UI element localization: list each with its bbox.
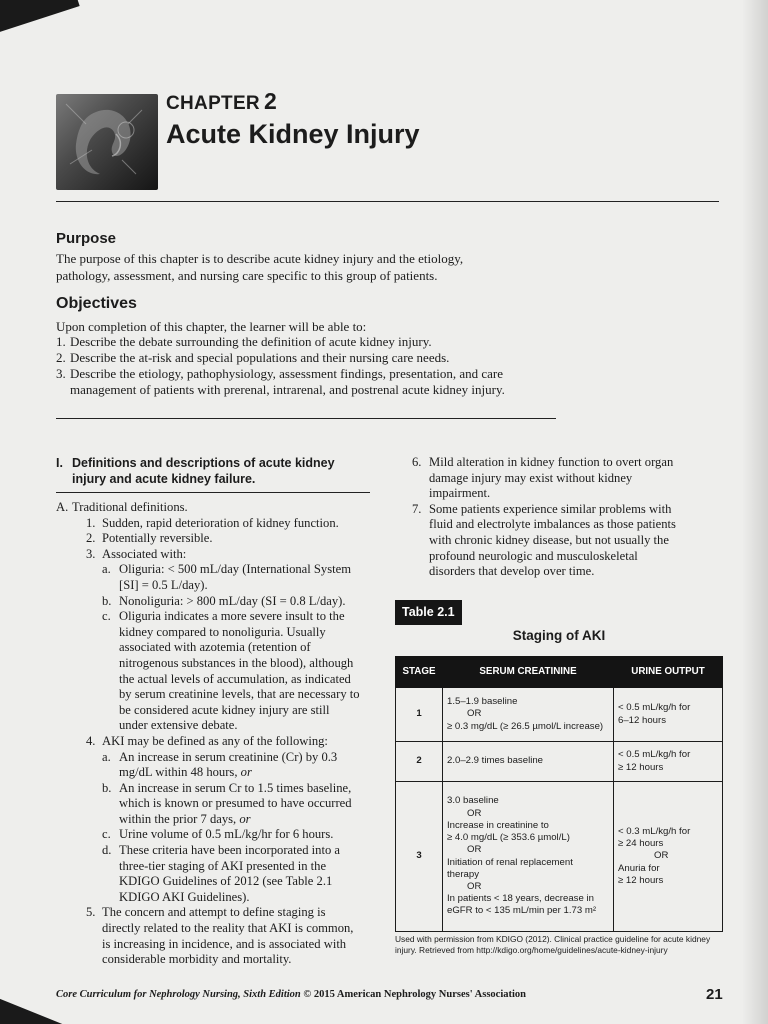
outline-level-numbers	[86, 516, 374, 968]
outline-text: Urine volume of 0.5 mL/kg/hr for 6 hours.	[119, 827, 334, 842]
footer-copyright: © 2015 American Nephrology Nurses' Association	[303, 989, 527, 1000]
outline-item-A	[56, 500, 374, 968]
objective-item	[56, 366, 566, 398]
outline-subitem	[102, 781, 374, 828]
purpose-text	[56, 250, 576, 284]
outline-marker: d.	[102, 843, 112, 858]
footer-book-title: Core Curriculum for Nephrology Nursing, Sixth Edition	[56, 989, 301, 1000]
table-source-note: Used with permission from KDIGO (2012). Clinical practice guideline for acute kidney injury. Retrieved from http://kdigo.org/home/guidelines/acute-kidney-injury	[395, 934, 711, 955]
outline-item	[86, 734, 374, 906]
outline-text: Associated with:	[102, 546, 187, 561]
urine-cell: < 0.5 mL/kg/h for 6–12 hours	[614, 688, 723, 742]
serum-cell: 3.0 baseline OR Increase in creatinine to ≥ 4.0 mg/dL (≥ 353.6 µmol/L) OR Initiation of renal replacement therapy OR In patients < 18 years, decrease in eGFR to < 135 mL/min per 1.73 m²	[443, 782, 614, 932]
outline-text: An increase in serum Cr to 1.5 times baseline, which is known or presumed to have occurred within the prior 7 days, or	[119, 780, 352, 826]
outline-item	[86, 547, 374, 734]
outline-marker: b.	[102, 780, 112, 795]
objective-item	[56, 350, 566, 366]
objective-number: 3.	[56, 366, 66, 381]
outline-text: Traditional definitions.	[72, 500, 188, 514]
table-row	[396, 688, 723, 742]
outline-subitem	[102, 843, 374, 905]
stage-cell: 3	[396, 782, 443, 932]
outline-text: The concern and attempt to define staging is directly related to the reality that AKI is common, is increasing in incidence, and is associated with considerable morbidity and mortality.	[102, 905, 354, 967]
outline-text: AKI may be defined as any of the following:	[102, 733, 328, 748]
outline-subitem	[102, 609, 374, 734]
objective-item	[56, 334, 566, 350]
section-number: I.	[56, 456, 63, 470]
table-caption: Staging of AKI	[512, 628, 606, 643]
page-footer	[56, 989, 526, 1000]
outline-marker: 4.	[86, 733, 96, 748]
aki-staging-table	[395, 656, 723, 932]
outline-item	[412, 455, 722, 502]
chapter-number: 2	[263, 88, 278, 114]
outline-text: These criteria have been incorporated into a three-tier staging of AKI presented in the KDIGO Guidelines of 2012 (see Table 2.1 KDIGO AKI Guidelines).	[119, 843, 340, 904]
outline-text: An increase in serum creatinine (Cr) by 0.3 mg/dL within 48 hours, or	[119, 749, 338, 780]
chapter-kidney-illustration	[56, 94, 158, 190]
section-heading	[56, 455, 368, 487]
objectives-intro: Upon completion of this chapter, the learner will be able to:	[56, 319, 367, 334]
kidney-illustration-icon	[56, 94, 158, 190]
outline-marker: c.	[102, 609, 111, 624]
chapter-title: Acute Kidney Injury	[166, 119, 420, 149]
table-header-serum: SERUM CREATININE	[443, 657, 614, 688]
objective-text: Describe the at-risk and special populations and their nursing care needs.	[70, 350, 450, 365]
objective-text: Describe the etiology, pathophysiology, assessment findings, presentation, and care management of patients with prerenal, intrarenal, and postrenal acute kidney injury.	[70, 366, 505, 397]
objective-number: 2.	[56, 350, 66, 365]
outline-subitem	[102, 827, 374, 843]
table-header-stage: STAGE	[396, 657, 443, 688]
urine-cell: < 0.5 mL/kg/h for ≥ 12 hours	[614, 742, 723, 782]
outline-marker: 1.	[86, 515, 96, 530]
page-number: 21	[706, 986, 723, 1003]
outline-marker: b.	[102, 593, 112, 608]
outline-level-letters	[102, 750, 374, 906]
outline-text: Mild alteration in kidney function to overt organ damage injury may exist without kidney impairment.	[429, 455, 674, 501]
outline-text: Sudden, rapid deterioration of kidney function.	[102, 515, 339, 530]
outline-text: Some patients experience similar problems with fluid and electrolyte imbalances as those patients with chronic kidney disease, but not usually the profound neurologic and musculoskeletal disorders that develop over time.	[429, 501, 676, 579]
outline-item	[86, 516, 374, 532]
outline-marker: 5.	[86, 905, 96, 920]
outline-marker: a.	[102, 562, 111, 577]
purpose-line: pathology, assessment, and nursing care specific to this group of patients.	[56, 268, 438, 283]
serum-cell: 2.0–2.9 times baseline	[443, 742, 614, 782]
objectives-rule	[56, 418, 556, 419]
section-rule	[56, 492, 370, 493]
purpose-heading: Purpose	[56, 230, 117, 247]
objectives-list	[56, 334, 566, 398]
outline-text: Oliguria: < 500 mL/day (International System [SI] = 0.5 L/day).	[119, 562, 351, 592]
outline-level-numbers-continued	[412, 455, 722, 580]
outline-marker: A.	[56, 500, 69, 514]
purpose-line: The purpose of this chapter is to describe acute kidney injury and the etiology,	[56, 251, 464, 266]
outline-item	[86, 531, 374, 547]
outline-text: Nonoliguria: > 800 mL/day (SI = 0.8 L/day).	[119, 593, 346, 608]
urine-cell: < 0.3 mL/kg/h for ≥ 24 hours OR Anuria for ≥ 12 hours	[614, 782, 723, 932]
chapter-label-text: CHAPTER	[166, 93, 260, 114]
outline-marker: 7.	[412, 501, 422, 516]
table-row	[396, 782, 723, 932]
section-title: Definitions and descriptions of acute kidney injury and acute kidney failure.	[72, 456, 335, 486]
serum-cell: 1.5–1.9 baseline OR ≥ 0.3 mg/dL (≥ 26.5 µmol/L increase)	[443, 688, 614, 742]
table-row	[396, 742, 723, 782]
scan-shadow-top	[0, 0, 80, 40]
header-rule	[56, 201, 719, 202]
table-header-urine: URINE OUTPUT	[614, 657, 723, 688]
outline-subitem	[102, 750, 374, 781]
outline-item	[86, 905, 374, 967]
outline-marker: 2.	[86, 531, 96, 546]
outline-subitem	[102, 562, 374, 593]
stage-cell: 2	[396, 742, 443, 782]
outline-marker: 6.	[412, 455, 422, 469]
outline-text: Oliguria indicates a more severe insult to the kidney compared to nonoliguria. Usually associated with azotemia (retention of nitrogenous substances in the blood), although the actual levels of accumulation, as indicated by serum creatinine levels, that are necessary to be considered acute kidney injury are still under extensive debate.	[119, 609, 360, 733]
outline-marker: 3.	[86, 546, 96, 561]
outline-item	[412, 502, 722, 580]
table-tag: Table 2.1	[395, 600, 462, 625]
chapter-label	[166, 88, 277, 115]
objective-number: 1.	[56, 334, 66, 349]
left-column	[56, 500, 374, 968]
outline-subitem	[102, 594, 374, 610]
right-column	[412, 455, 722, 580]
objectives-heading: Objectives	[56, 295, 137, 312]
stage-cell: 1	[396, 688, 443, 742]
page-edge-shade	[742, 0, 768, 1024]
outline-level-letters	[102, 562, 374, 734]
outline-marker: a.	[102, 749, 111, 764]
outline-marker: c.	[102, 827, 111, 842]
table-header-row	[396, 657, 723, 688]
outline-text: Potentially reversible.	[102, 531, 213, 546]
outline-level-A	[56, 500, 374, 968]
objective-text: Describe the debate surrounding the definition of acute kidney injury.	[70, 334, 432, 349]
